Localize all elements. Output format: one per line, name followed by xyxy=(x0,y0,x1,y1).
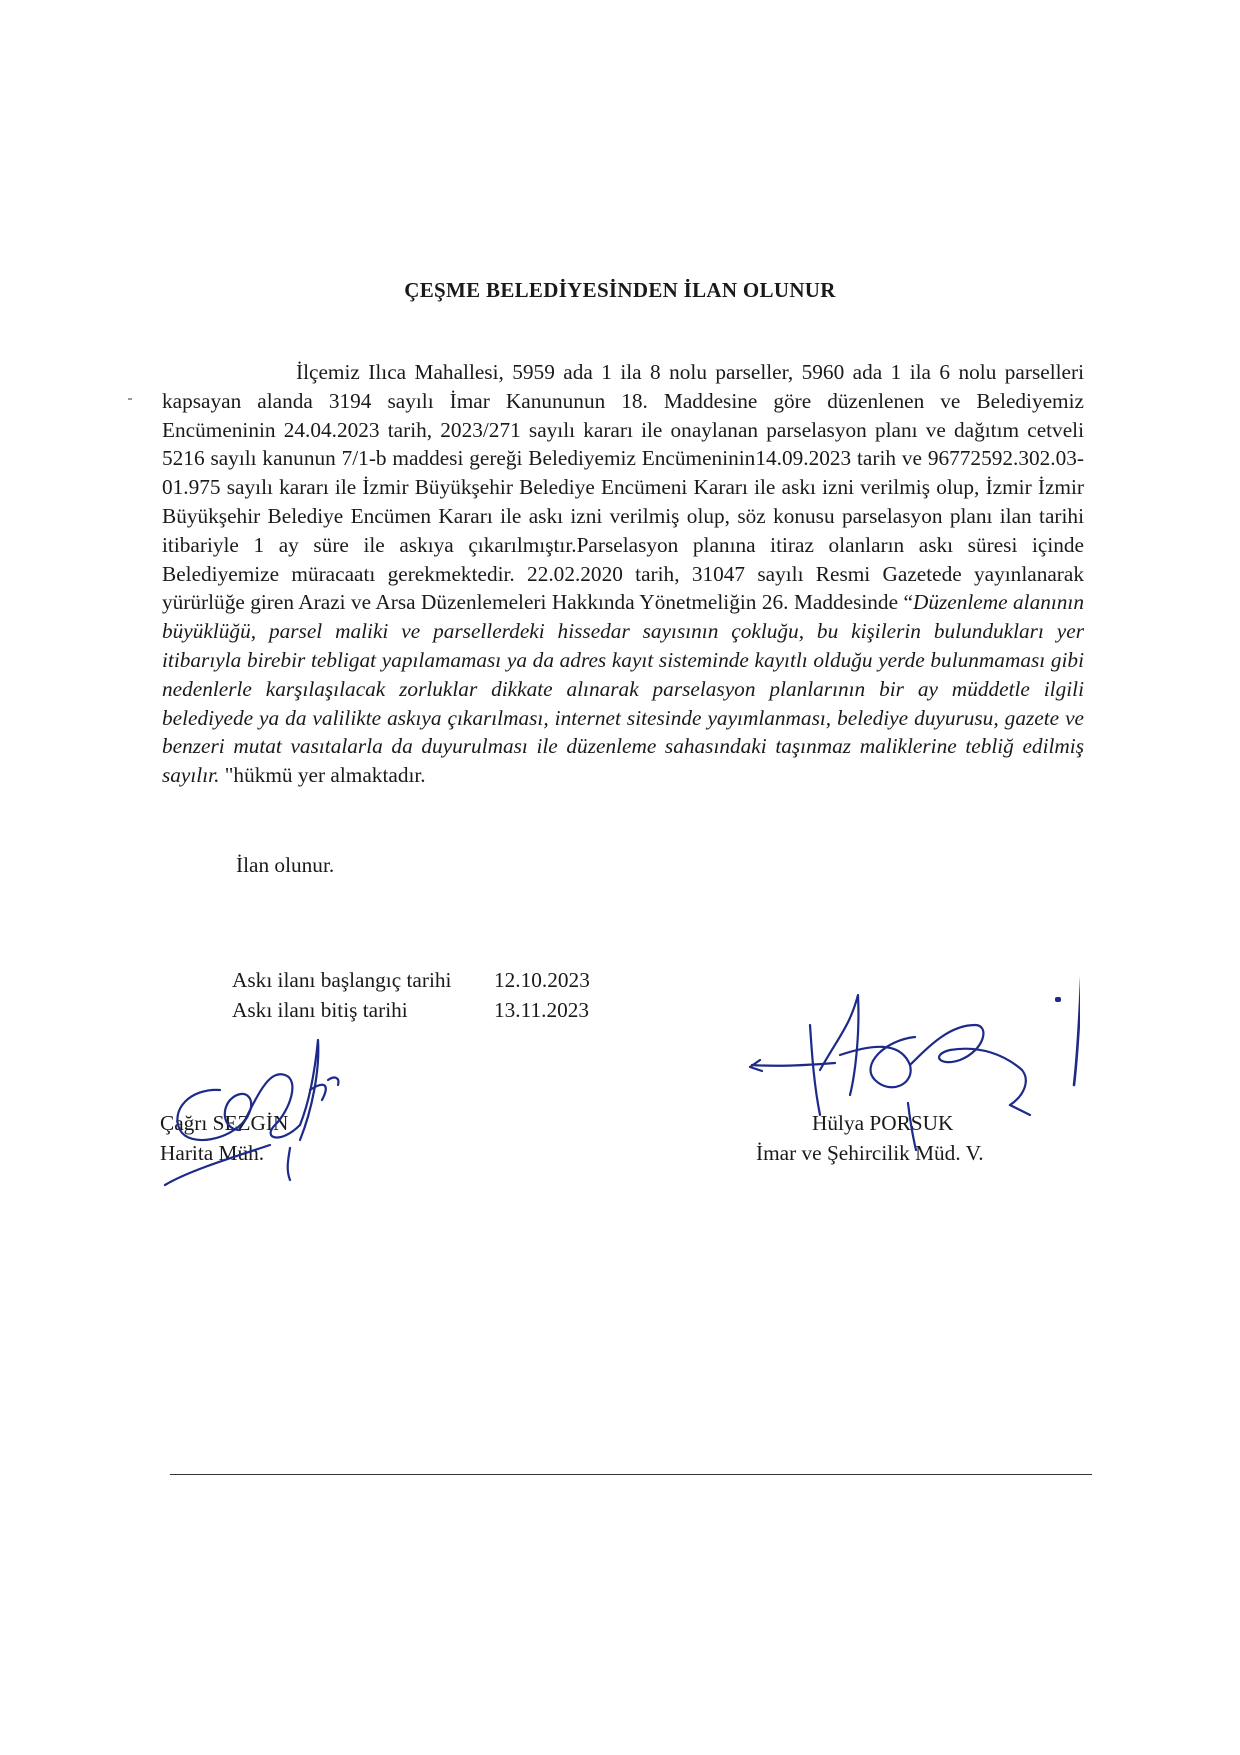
posting-dates xyxy=(232,965,590,1025)
announcement-title: ÇEŞME BELEDİYESİNDEN İLAN OLUNUR xyxy=(404,278,836,302)
scan-speck xyxy=(128,398,132,400)
end-date-row xyxy=(232,995,590,1025)
signatory-left xyxy=(160,1108,288,1168)
start-date-label: Askı ilanı başlangıç tarihi xyxy=(232,968,452,992)
end-date-label: Askı ilanı bitiş tarihi xyxy=(232,998,408,1022)
signature-dot xyxy=(1055,997,1061,1002)
start-date-value: 12.10.2023 xyxy=(494,968,590,992)
closing-line: İlan olunur. xyxy=(236,853,335,877)
signatory-right-title: İmar ve Şehircilik Müd. V. xyxy=(756,1141,984,1165)
start-date-row xyxy=(232,965,590,995)
signatory-right xyxy=(756,1108,984,1168)
signatory-left-title: Harita Müh. xyxy=(160,1141,265,1165)
body-text-part1: İlçemiz Ilıca Mahallesi, 5959 ada 1 ila 8 nolu parseller, 5960 ada 1 ila 6 nolu parselleri kapsayan alanda 3194 sayılı İmar Kanununun 18. Maddesine göre düzenlenen ve Belediyemiz Encümeninin 24.04.2023 tarih, 2023/271 sayılı kararı ile onaylanan parselasyon planı ve dağıtım cetveli 5216 sayılı kanunun 7/1-b maddesi gereği Belediyemiz Encümeninin14.09.2023 tarih ve 96772592.302.03-01.975 sayılı kararı ile İzmir Büyükşehir Belediye Encümeni Kararı ile askı izni verilmiş olup, İzmir İzmir Büyükşehir Belediye Encümen Kararı ile askı izni verilmiş olup, söz konusu parselasyon planı ilan tarihi itibariyle 1 ay süre ile askıya çıkarılmıştır.Parselasyon planına itiraz olanların askı süresi içinde Belediyemize müracaatı gerekmektedir. 22.02.2020 tarih, 31047 sayılı Resmi Gazetede yayınlanarak yürürlüğe giren Arazi ve Arsa Düzenlemeleri Hakkında Yönetmeliğin 26. Maddesinde “ xyxy=(162,360,1084,615)
body-text-part2: "hükmü yer almaktadır. xyxy=(219,763,426,788)
footer-divider xyxy=(170,1474,1092,1475)
signatory-right-name: Hülya PORSUK xyxy=(812,1111,954,1135)
regulation-quote: Düzenleme alanının büyüklüğü, parsel maliki ve parsellerdeki hissedar sayısının çokluğu, bu kişilerin bulundukları yer itibarıyla birebir tebligat yapılamaması ya da adres kayıt sisteminde kayıtlı olduğu yerde bulunmaması gibi nedenlerle karşılaşılacak zorluklar dikkate alınarak parselasyon planlarının bir ay müddetle ilgili belediyede ya da valilikte askıya çıkarılması, internet sitesinde yayımlanması, belediye duyurusu, gazete ve benzeri mutat vasıtalarla da duyurulması ile düzenleme sahasındaki taşınmaz maliklerine tebliğ edilmiş sayılır. xyxy=(162,590,1084,788)
end-date-value: 13.11.2023 xyxy=(494,998,590,1022)
announcement-body xyxy=(162,358,1084,790)
signatory-left-name: Çağrı SEZGİN xyxy=(160,1111,289,1135)
